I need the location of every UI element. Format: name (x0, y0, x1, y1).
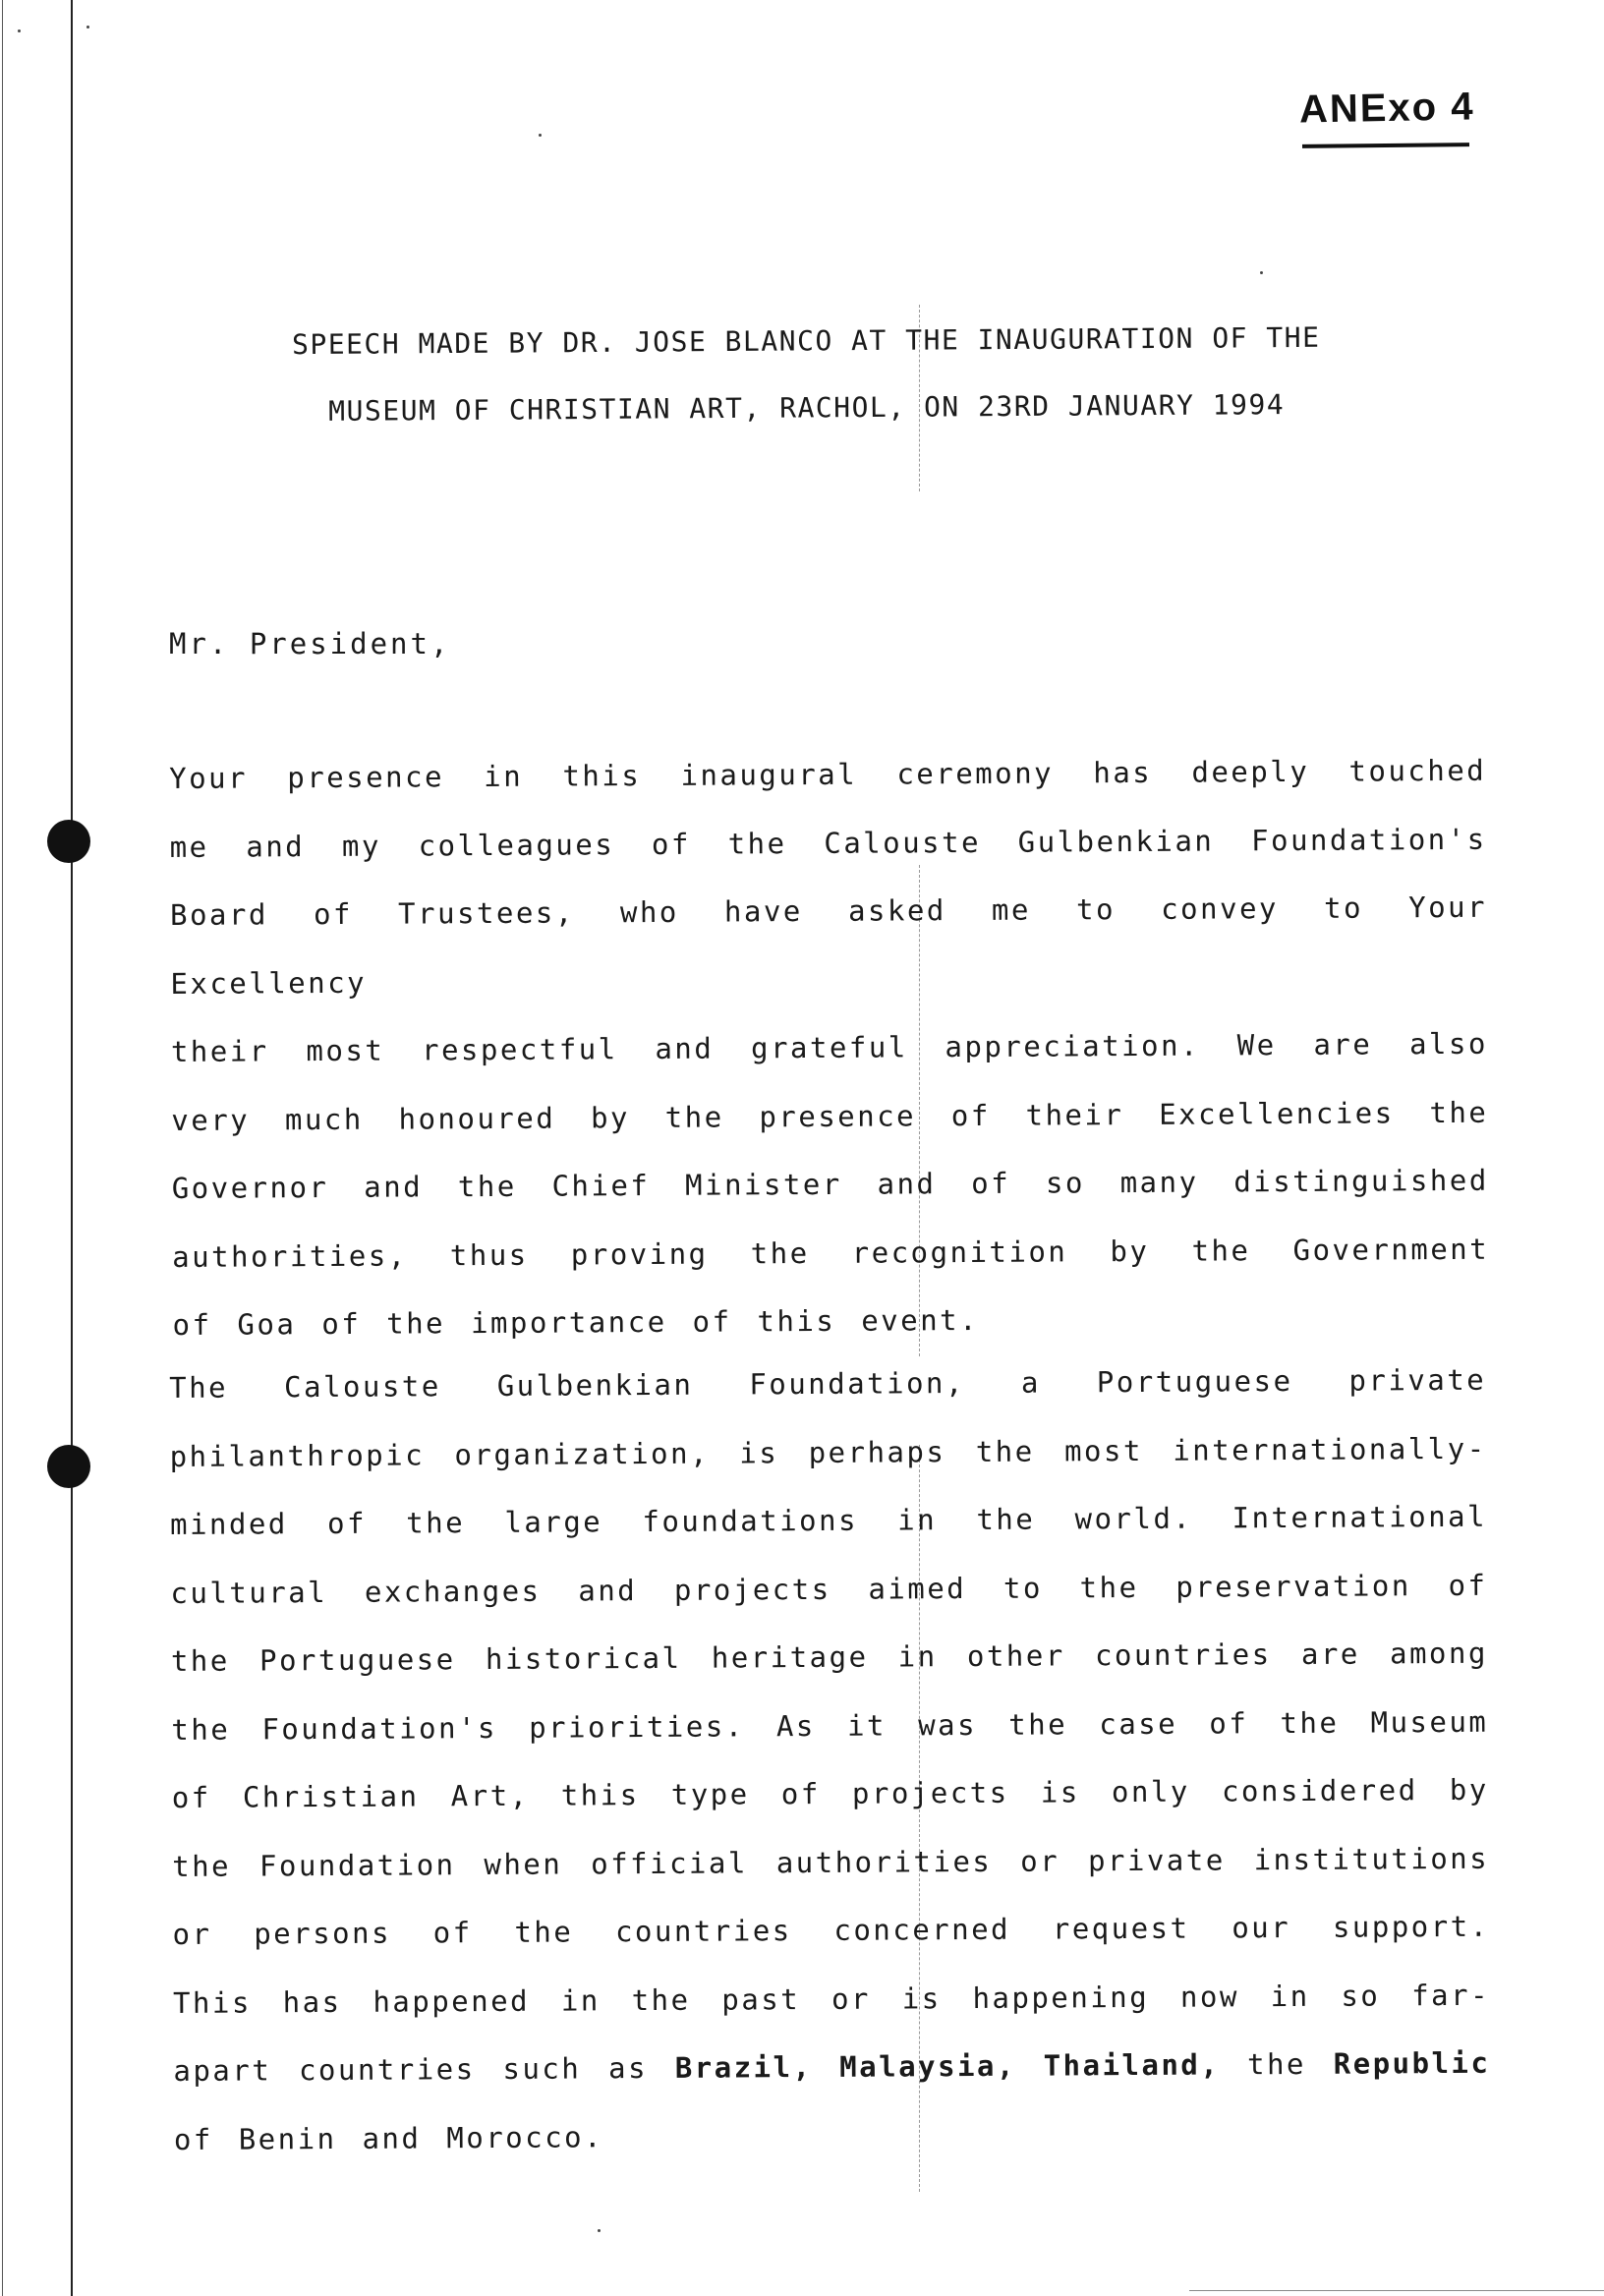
text-line: me and my colleagues of the Calouste Gulbenkian Foundation's (169, 822, 1487, 864)
scan-bottom-rule (1189, 2290, 1604, 2291)
annex-label: ANExo 4 (1298, 85, 1475, 132)
title-line: SPEECH MADE BY DR. JOSE BLANCO AT THE INAUGURATION OF THE (291, 320, 1321, 362)
text-line: The Calouste Gulbenkian Foundation, a Portuguese private (169, 1362, 1487, 1405)
text-line: This has happened in the past or is happening now in so far- (172, 1978, 1491, 2020)
line-text: the (1220, 2046, 1334, 2082)
scan-speck (1260, 271, 1263, 274)
text-line: their most respectful and grateful appreciation. We are also (170, 1026, 1488, 1068)
punch-hole-upper (47, 820, 90, 863)
country-list-bold: Brazil, Malaysia, Thailand, (674, 2047, 1221, 2085)
text-line: Governor and the Chief Minister and of so many distinguished (171, 1163, 1489, 1205)
binding-margin-line (71, 0, 73, 2296)
speech-title (167, 304, 1446, 446)
text-line: Your presence in this inaugural ceremony has deeply touched (169, 753, 1487, 795)
paragraph-1 (169, 737, 1490, 1360)
scan-speck (86, 26, 89, 29)
text-line: very much honoured by the presence of their Excellencies the (171, 1095, 1489, 1137)
text-line: of Benin and Morocco. (173, 2119, 604, 2156)
scan-speck (539, 134, 542, 137)
text-line: cultural exchanges and projects aimed to the preservation of (170, 1568, 1488, 1610)
republic-bold: Republic (1333, 2045, 1491, 2081)
annex-underline (1302, 143, 1469, 148)
text-line: of Christian Art, this type of projects is only considered by (171, 1772, 1489, 1814)
scan-speck (598, 2229, 601, 2232)
text-line: philanthropic organization, is perhaps the most internationally- (169, 1431, 1487, 1473)
paragraph-2 (169, 1347, 1491, 2174)
text-line: the Foundation when official authorities or private institutions (172, 1841, 1490, 1883)
text-line: of Goa of the importance of this event. (172, 1302, 980, 1342)
text-line: the Foundation's priorities. As it was the case of the Museum (171, 1704, 1489, 1747)
text-line (173, 2030, 1490, 2106)
text-line: minded of the large foundations in the world. International (169, 1499, 1488, 1541)
salutation: Mr. President, (169, 627, 451, 660)
scan-speck (18, 29, 21, 32)
text-line: Board of Trustees, who have asked me to convey to Your Excellency (169, 890, 1488, 1001)
title-line: MUSEUM OF CHRISTIAN ART, RACHOL, ON 23RD JANUARY 1994 (328, 388, 1286, 428)
line-text: apart countries such as (173, 2050, 675, 2088)
punch-hole-lower (47, 1445, 90, 1488)
text-line: or persons of the countries concerned request our support. (172, 1909, 1490, 1951)
text-line: authorities, thus proving the recognition by the Government (172, 1232, 1490, 1274)
text-line: the Portuguese historical heritage in other countries are among (170, 1636, 1488, 1678)
scan-edge-line (2, 0, 3, 2296)
